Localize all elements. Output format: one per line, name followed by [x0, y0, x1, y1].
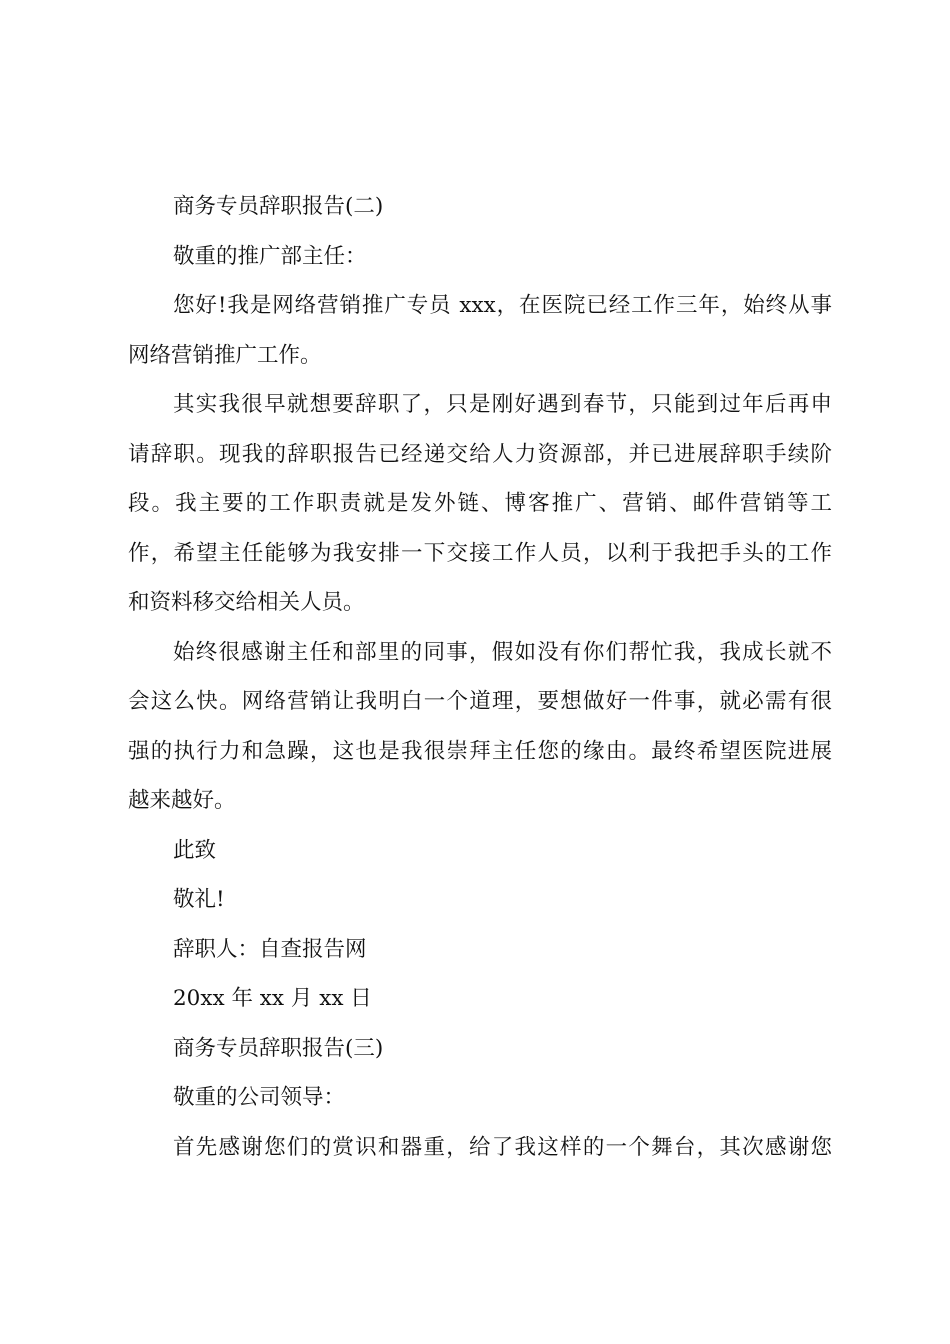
- paragraph-line: 首先感谢您们的赏识和器重，给了我这样的一个舞台，其次感谢您: [173, 1134, 832, 1160]
- closing-greeting: 敬礼!: [173, 887, 225, 912]
- paragraph-line: 越来越好。: [128, 788, 236, 813]
- paragraph-line: 网络营销推广工作。: [128, 342, 322, 368]
- paragraph-line: 始终很感谢主任和部里的同事，假如没有你们帮忙我，我成长就不: [173, 639, 832, 665]
- paragraph-line: 作，希望主任能够为我安排一下交接工作人员，以利于我把手头的工作: [128, 540, 832, 566]
- paragraph-line: 其实我很早就想要辞职了，只是刚好遇到春节，只能到过年后再申: [173, 392, 832, 417]
- document-body: [128, 182, 832, 1172]
- date-line: 20xx 年 xx 月 xx 日: [173, 986, 372, 1011]
- salutation: 敬重的公司领导：: [173, 1085, 346, 1110]
- section-title: 商务专员辞职报告(二): [173, 194, 384, 219]
- paragraph-line: 请辞职。现我的辞职报告已经递交给人力资源部，并已进展辞职手续阶: [128, 441, 832, 467]
- paragraph-line: 和资料移交给相关人员。: [128, 590, 365, 615]
- signature-line: 辞职人：自查报告网: [173, 936, 367, 962]
- closing-line: 此致: [173, 837, 217, 863]
- paragraph-line: 会这么快。网络营销让我明白一个道理，要想做好一件事，就必需有很: [128, 689, 832, 714]
- paragraph-line: 强的执行力和急躁，这也是我很崇拜主任您的缘由。最终希望医院进展: [128, 738, 832, 764]
- salutation: 敬重的推广部主任：: [173, 243, 367, 269]
- section-title: 商务专员辞职报告(三): [173, 1035, 384, 1061]
- paragraph-line: 您好!我是网络营销推广专员 xxx，在医院已经工作三年，始终从事: [173, 293, 832, 318]
- paragraph-line: 段。我主要的工作职责就是发外链、博客推广、营销、邮件营销等工: [128, 491, 832, 516]
